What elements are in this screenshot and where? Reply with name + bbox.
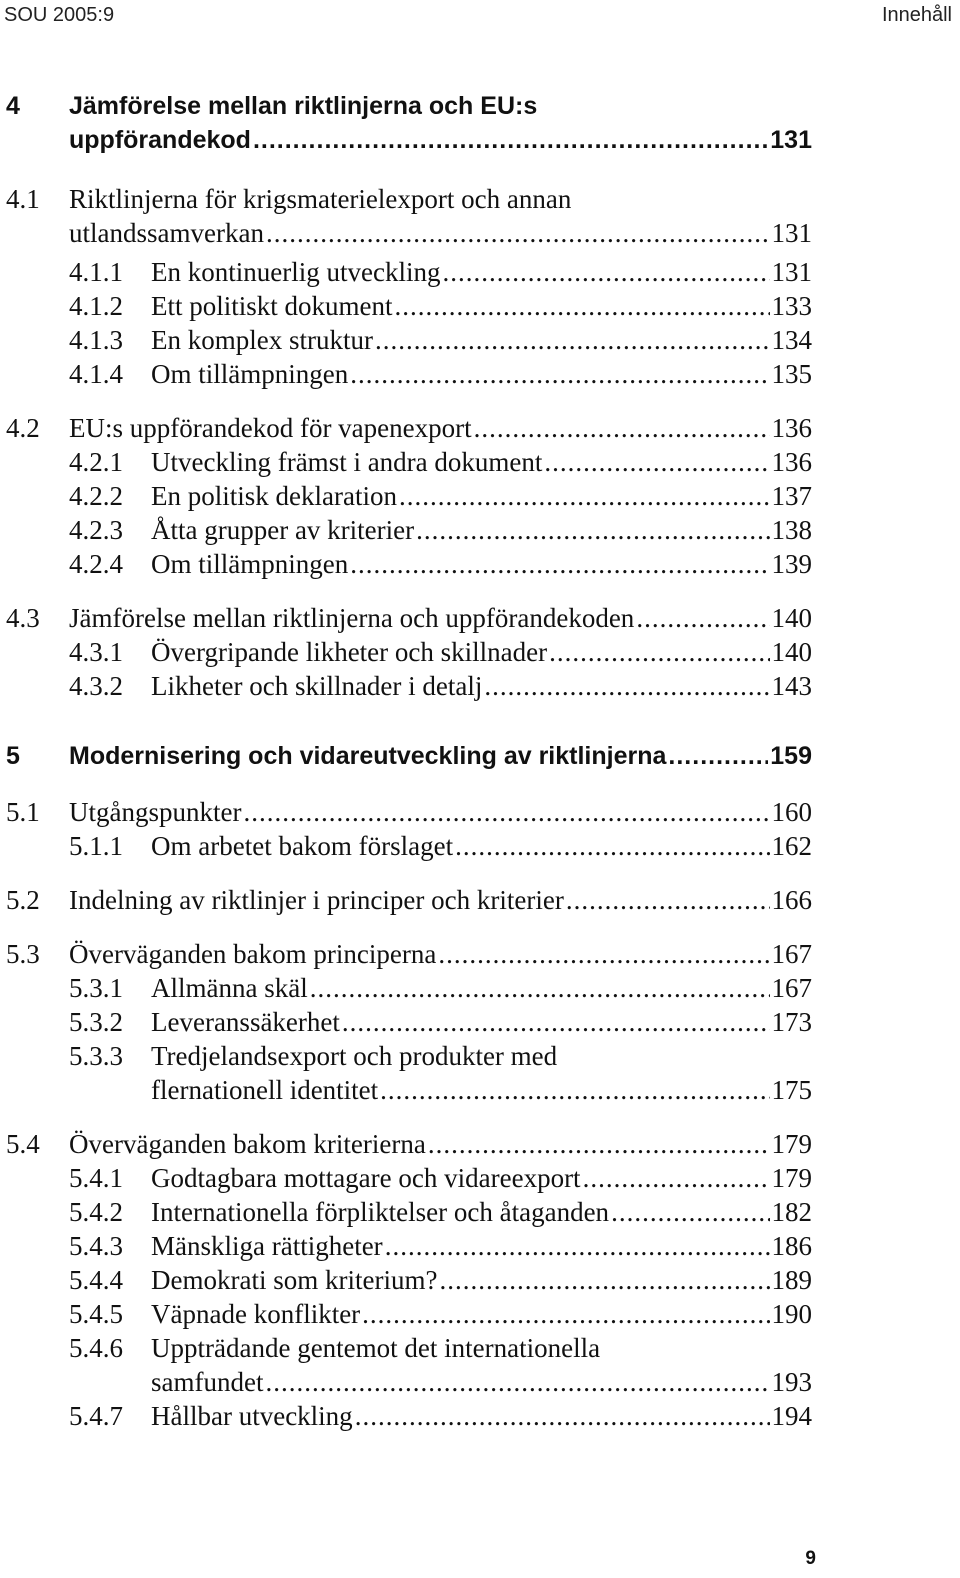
entry-page-number: 159: [770, 742, 812, 770]
entry-title: uppförandekod: [69, 126, 251, 154]
entry-title: Allmänna skäl: [151, 973, 308, 1003]
entry-number: 5.4.5: [69, 1299, 123, 1329]
entry-title: Övergripande likheter och skillnader: [151, 637, 548, 667]
entry-title: Om arbetet bakom förslaget: [151, 831, 454, 861]
entry-page-number: 136: [771, 447, 812, 477]
entry-number: 4.3.1: [69, 637, 123, 667]
entry-page-number: 186: [771, 1231, 812, 1261]
entry-title: Om tillämpningen: [151, 549, 349, 579]
entry-page-number: 136: [771, 413, 812, 443]
dot-leader: [668, 739, 768, 773]
dot-leader: [484, 669, 769, 703]
dot-leader: [636, 601, 769, 635]
entry-page-number: 194: [771, 1401, 812, 1431]
entry-page-number: 138: [771, 515, 812, 545]
entry-page-number: 134: [771, 325, 812, 355]
entry-page-number: 193: [771, 1367, 812, 1397]
entry-title: Modernisering och vidareutveckling av riktlinjerna: [69, 742, 667, 770]
dot-leader: [416, 513, 769, 547]
entry-page-number: 167: [771, 939, 812, 969]
entry-number: 4.2.3: [69, 515, 123, 545]
dot-leader: [243, 795, 769, 829]
dot-leader: [342, 1005, 770, 1039]
entry-number: 5.4: [6, 1129, 40, 1159]
dot-leader: [549, 635, 769, 669]
entry-number: 5.4.6: [69, 1333, 123, 1363]
dot-leader: [544, 445, 769, 479]
entry-page-number: 162: [771, 831, 812, 861]
dot-leader: [439, 1263, 769, 1297]
entry-number: 5.4.4: [69, 1265, 123, 1295]
entry-page-number: 179: [771, 1129, 812, 1159]
entry-number: 5.1: [6, 797, 40, 827]
entry-title: Ett politiskt dokument: [151, 291, 393, 321]
entry-title: Väpnade konflikter: [151, 1299, 361, 1329]
entry-title: Likheter och skillnader i detalj: [151, 671, 483, 701]
entry-page-number: 166: [771, 885, 812, 915]
entry-page-number: 140: [771, 603, 812, 633]
entry-number: 5.1.1: [69, 831, 123, 861]
entry-number: 4.3: [6, 603, 40, 633]
dot-leader: [375, 323, 770, 357]
entry-number: 5.4.7: [69, 1401, 123, 1431]
entry-title: utlandssamverkan: [69, 218, 264, 248]
entry-number: 5.3.2: [69, 1007, 123, 1037]
dot-leader: [265, 1365, 769, 1399]
dot-leader: [474, 411, 770, 445]
entry-page-number: 190: [771, 1299, 812, 1329]
section-name: Innehåll: [881, 4, 952, 26]
entry-title: Åtta grupper av kriterier: [151, 515, 415, 545]
entry-title: Leveranssäkerhet: [151, 1007, 340, 1037]
entry-title-first-line: Uppträdande gentemot det internationella: [151, 1333, 601, 1363]
entry-page-number: 167: [771, 973, 812, 1003]
entry-page-number: 137: [771, 481, 812, 511]
entry-number: 4.1: [6, 184, 40, 214]
entry-page-number: 173: [771, 1007, 812, 1037]
entry-page-number: 135: [771, 359, 812, 389]
entry-title: Jämförelse mellan riktlinjerna och uppförandekoden: [69, 603, 635, 633]
entry-title: Överväganden bakom principerna: [69, 939, 437, 969]
entry-title: Om tillämpningen: [151, 359, 349, 389]
entry-title: En kontinuerlig utveckling: [151, 257, 441, 287]
dot-leader: [566, 883, 770, 917]
entry-page-number: 133: [771, 291, 812, 321]
dot-leader: [253, 123, 768, 157]
entry-number: 4.1.2: [69, 291, 123, 321]
entry-number: 5.3.1: [69, 973, 123, 1003]
dot-leader: [385, 1229, 770, 1263]
dot-leader: [428, 1127, 770, 1161]
entry-title: Internationella förpliktelser och åtaganden: [151, 1197, 610, 1227]
entry-title: Hållbar utveckling: [151, 1401, 353, 1431]
entry-page-number: 140: [771, 637, 812, 667]
entry-number: 4.2.1: [69, 447, 123, 477]
entry-title-first-line: Riktlinjerna för krigsmaterielexport och annan: [69, 184, 572, 214]
entry-number: 4.2.4: [69, 549, 123, 579]
entry-title: samfundet: [151, 1367, 264, 1397]
entry-number: 5.3.3: [69, 1041, 123, 1071]
entry-page-number: 131: [771, 257, 812, 287]
dot-leader: [399, 479, 770, 513]
dot-leader: [350, 547, 769, 581]
entry-number: 5.2: [6, 885, 40, 915]
entry-title: Godtagbara mottagare och vidareexport: [151, 1163, 581, 1193]
entry-page-number: 139: [771, 549, 812, 579]
entry-title: EU:s uppförandekod för vapenexport: [69, 413, 472, 443]
dot-leader: [583, 1161, 770, 1195]
entry-number: 4.1.1: [69, 257, 123, 287]
entry-page-number: 131: [771, 218, 812, 248]
dot-leader: [350, 357, 769, 391]
dot-leader: [310, 971, 770, 1005]
entry-number: 5.3: [6, 939, 40, 969]
entry-title-first-line: Jämförelse mellan riktlinjerna och EU:s: [69, 92, 538, 120]
page-number: 9: [805, 1548, 816, 1569]
entry-title: Överväganden bakom kriterierna: [69, 1129, 426, 1159]
entry-page-number: 179: [771, 1163, 812, 1193]
entry-page-number: 143: [771, 671, 812, 701]
entry-number: 4.2: [6, 413, 40, 443]
entry-page-number: 189: [771, 1265, 812, 1295]
entry-title: Demokrati som kriterium?: [151, 1265, 438, 1295]
entry-number: 5: [6, 742, 20, 770]
entry-title-first-line: Tredjelandsexport och produkter med: [151, 1041, 558, 1071]
entry-number: 4.1.4: [69, 359, 123, 389]
entry-title: Mänskliga rättigheter: [151, 1231, 383, 1261]
entry-number: 4.2.2: [69, 481, 123, 511]
entry-number: 5.4.2: [69, 1197, 123, 1227]
dot-leader: [395, 289, 770, 323]
dot-leader: [438, 937, 769, 971]
dot-leader: [380, 1073, 769, 1107]
running-head: [4, 4, 952, 28]
dot-leader: [611, 1195, 769, 1229]
dot-leader: [455, 829, 769, 863]
entry-title: Indelning av riktlinjer i principer och kriterier: [69, 885, 564, 915]
dot-leader: [362, 1297, 769, 1331]
dot-leader: [266, 216, 770, 250]
entry-title: Utveckling främst i andra dokument: [151, 447, 543, 477]
entry-title: En politisk deklaration: [151, 481, 397, 511]
dot-leader: [442, 255, 769, 289]
entry-title: En komplex struktur: [151, 325, 373, 355]
dot-leader: [355, 1399, 770, 1433]
entry-number: 4: [6, 92, 20, 120]
entry-number: 5.4.3: [69, 1231, 123, 1261]
entry-page-number: 131: [770, 126, 812, 154]
entry-number: 4.1.3: [69, 325, 123, 355]
entry-number: 4.3.2: [69, 671, 123, 701]
entry-page-number: 175: [771, 1075, 812, 1105]
entry-title: flernationell identitet: [151, 1075, 379, 1105]
entry-number: 5.4.1: [69, 1163, 123, 1193]
entry-page-number: 160: [771, 797, 812, 827]
report-number: SOU 2005:9: [4, 4, 115, 26]
entry-page-number: 182: [771, 1197, 812, 1227]
entry-title: Utgångspunkter: [69, 797, 242, 827]
